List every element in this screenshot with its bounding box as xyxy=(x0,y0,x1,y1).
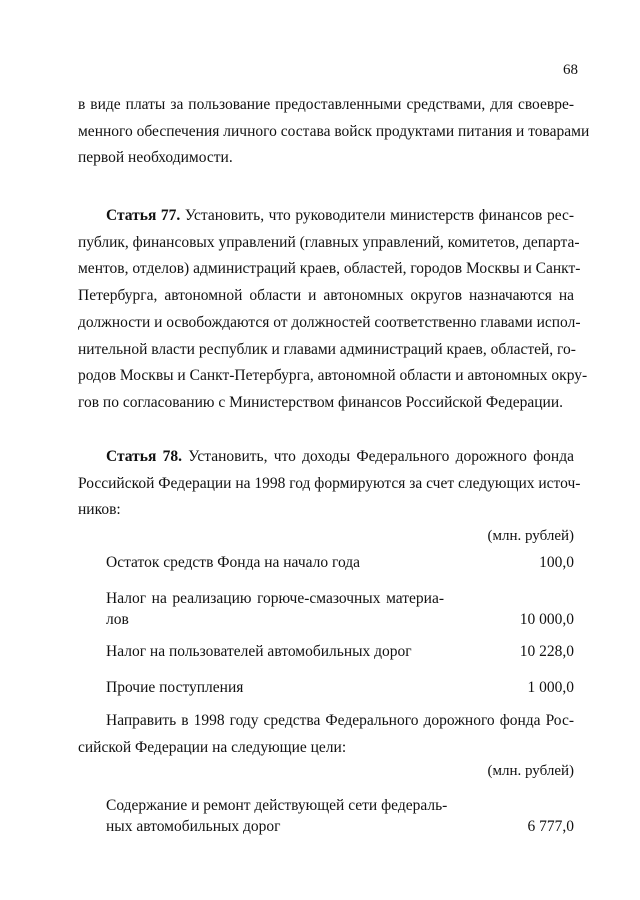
article-77-paragraph xyxy=(78,203,588,417)
income-row xyxy=(106,677,574,698)
income-row-label xyxy=(106,641,444,662)
units-label: (млн. рублей) xyxy=(487,528,574,544)
income-row xyxy=(106,552,574,573)
article-77-line: должности и освобождаются от должностей соответственно главами испол- xyxy=(78,313,581,331)
income-row-amount: 10 228,0 xyxy=(519,643,574,660)
article-78-paragraph xyxy=(78,444,581,524)
direct-line: сийской Федерации на следующие цели: xyxy=(78,738,347,756)
article-77-line: ментов, отделов) администраций краев, областей, городов Москвы и Санкт- xyxy=(78,260,581,278)
income-row-label xyxy=(106,677,444,698)
income-row-label xyxy=(106,588,444,630)
income-row-label-line: лов xyxy=(106,611,129,628)
article-77-label: Статья 77. xyxy=(106,207,181,224)
article-77-first-line xyxy=(78,203,574,230)
article-77-line: гов по согласованию с Министерством финансов Российской Федерации. xyxy=(78,393,563,411)
article-78-first-line xyxy=(78,444,574,471)
units-label-2: (млн. рублей) xyxy=(487,763,574,779)
article-77-line: публик, финансовых управлений (главных управлений, комитетов, департа- xyxy=(78,233,580,251)
article-77-first-line-text: Установить, что руководители министерств финансов рес- xyxy=(180,207,574,224)
income-row-label-line: Остаток средств Фонда на начало года xyxy=(106,554,361,571)
article-77-line: нительной власти республик и главами администраций краев, областей, го- xyxy=(78,340,576,358)
article-78-line: ников: xyxy=(78,501,121,519)
intro-line-1: в виде платы за пользование предоставленными средствами, для своевре- xyxy=(78,96,574,113)
income-row xyxy=(106,588,574,630)
income-row-amount: 100,0 xyxy=(539,554,574,571)
income-row-amount: 1 000,0 xyxy=(527,679,574,696)
article-78-label: Статья 78. xyxy=(106,448,182,465)
direct-paragraph xyxy=(78,708,574,761)
income-row-label-line: Налог на пользователей автомобильных дорог xyxy=(106,643,412,660)
income-row-amount: 10 000,0 xyxy=(519,611,574,628)
expense-row xyxy=(106,795,574,837)
intro-line-3: первой необходимости. xyxy=(78,149,233,167)
expense-row-amount: 6 777,0 xyxy=(527,818,574,835)
intro-line-2: менного обеспечения личного состава войск продуктами питания и товарами xyxy=(78,122,590,140)
page-number: 68 xyxy=(563,62,578,78)
article-77-line: Петербурга, автономной области и автономных округов назначаются на xyxy=(78,287,574,305)
income-row-label xyxy=(106,552,444,573)
income-row-label-line: Прочие поступления xyxy=(106,679,244,696)
income-row-label-line: Налог на реализацию горюче-смазочных материа- xyxy=(106,590,444,607)
expense-row-label-line: ных автомобильных дорог xyxy=(106,818,281,835)
direct-line: Направить в 1998 году средства Федерального дорожного фонда Рос- xyxy=(106,712,574,729)
expense-row-label xyxy=(106,795,448,837)
article-77-line: родов Москвы и Санкт-Петербурга, автономной области и автономных окру- xyxy=(78,367,588,385)
expense-row-label-line: Содержание и ремонт действующей сети федераль- xyxy=(106,797,448,814)
income-row xyxy=(106,641,574,662)
article-78-first-line-text: Установить, что доходы Федерального дорожного фонда xyxy=(181,448,574,465)
article-78-line: Российской Федерации на 1998 год формируются за счет следующих источ- xyxy=(78,474,581,492)
intro-paragraph xyxy=(78,92,590,172)
